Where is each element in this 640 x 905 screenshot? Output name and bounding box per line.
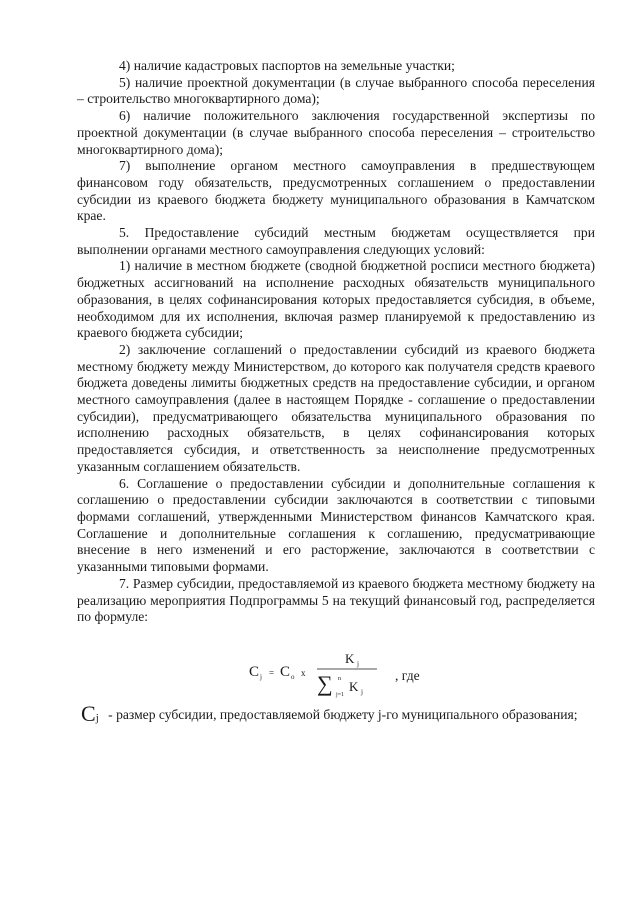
formula-suffix: , где	[395, 667, 420, 683]
formula-denominator-sub: j	[361, 687, 363, 696]
formula-equals: =	[269, 667, 275, 678]
formula-sum: ∑	[317, 670, 333, 696]
definition-symbol: C	[81, 700, 96, 726]
formula-lhs-symbol: C	[249, 663, 260, 680]
paragraph-condition-2: 2) заключение соглашений о предоставлении субсидий из краевого бюджета местному бюджету между Министерством, до которого как получателя средств краевого бюджета доведены лимиты бюджетных средств на предоставление субсидии, и органом местного самоуправления (далее в настоящем Порядке - соглашение о предоставлении субсидии), предусматривающего обязательства муниципального образования по исполнению расходных обязательств, в целях софинансирования которых предоставляется субсидия, и ответственность за неисполнение предусмотренных указанным соглашением обязательств.	[77, 341, 595, 474]
paragraph-condition-1: 1) наличие в местном бюджете (сводной бюджетной росписи местного бюджета) бюджетных ассигнований на исполнение расходных обязательств муниципального образования, в целях софинансирования которых предоставляется субсидия, в объеме, необходимом для их исполнения, включая размер планируемой к предоставлению из краевого бюджета субсидии;	[77, 258, 595, 341]
subsidy-formula	[77, 638, 595, 702]
definition-cj	[77, 700, 595, 727]
formula-numerator: K	[345, 650, 355, 666]
formula-denominator: K	[349, 678, 359, 694]
paragraph-item-7: 7) выполнение органом местного самоуправления в предшествующем финансовом году обязательств, предусмотренных соглашением о предоставлении субсидии из краевого бюджета бюджету муниципального образования в Камчатском крае.	[77, 158, 595, 224]
formula-times: x	[301, 667, 306, 678]
formula-graphic	[247, 638, 397, 702]
formula-sum-upper: n	[338, 675, 341, 682]
paragraph-item-6: 6) наличие положительного заключения государственной экспертизы по проектной документации (в случае выбранного способа переселения – строительство многоквартирного дома);	[77, 108, 595, 157]
definition-sub: j	[95, 711, 99, 724]
definition-text: - размер субсидии, предоставляемой бюджету j-го муниципального образования;	[104, 706, 578, 722]
formula-lhs-sub: j	[260, 672, 262, 681]
document-page	[77, 58, 595, 727]
formula-numerator-sub: j	[357, 659, 359, 668]
formula-sum-lower: j=1	[336, 691, 345, 698]
paragraph-item-4: 4) наличие кадастровых паспортов на земельные участки;	[119, 58, 455, 73]
paragraph-section-6: 6. Соглашение о предоставлении субсидии и дополнительные соглашения к соглашению о предоставлении субсидии заключаются в соответствии с типовыми формами соглашений, утвержденными Министерством финансов Камчатского края. Соглашение и дополнительные соглашения к соглашению, предусматривающие внесение в него изменений и его расторжение, заключаются в соответствии с указанными типовыми формами.	[77, 475, 595, 575]
paragraph-item-5: 5) наличие проектной документации (в случае выбранного способа переселения – строительство многоквартирного дома);	[77, 74, 595, 107]
paragraph-section-5: 5. Предоставление субсидий местным бюджетам осуществляется при выполнении органами местного самоуправления следующих условий:	[77, 225, 595, 257]
formula-total-symbol: C	[280, 663, 291, 680]
paragraph-section-7: 7. Размер субсидии, предоставляемой из краевого бюджета местному бюджету на реализацию мероприятия Подпрограммы 5 на текущий финансовый год, распределяется по формуле:	[77, 575, 595, 625]
formula-total-sub: o	[291, 672, 295, 681]
